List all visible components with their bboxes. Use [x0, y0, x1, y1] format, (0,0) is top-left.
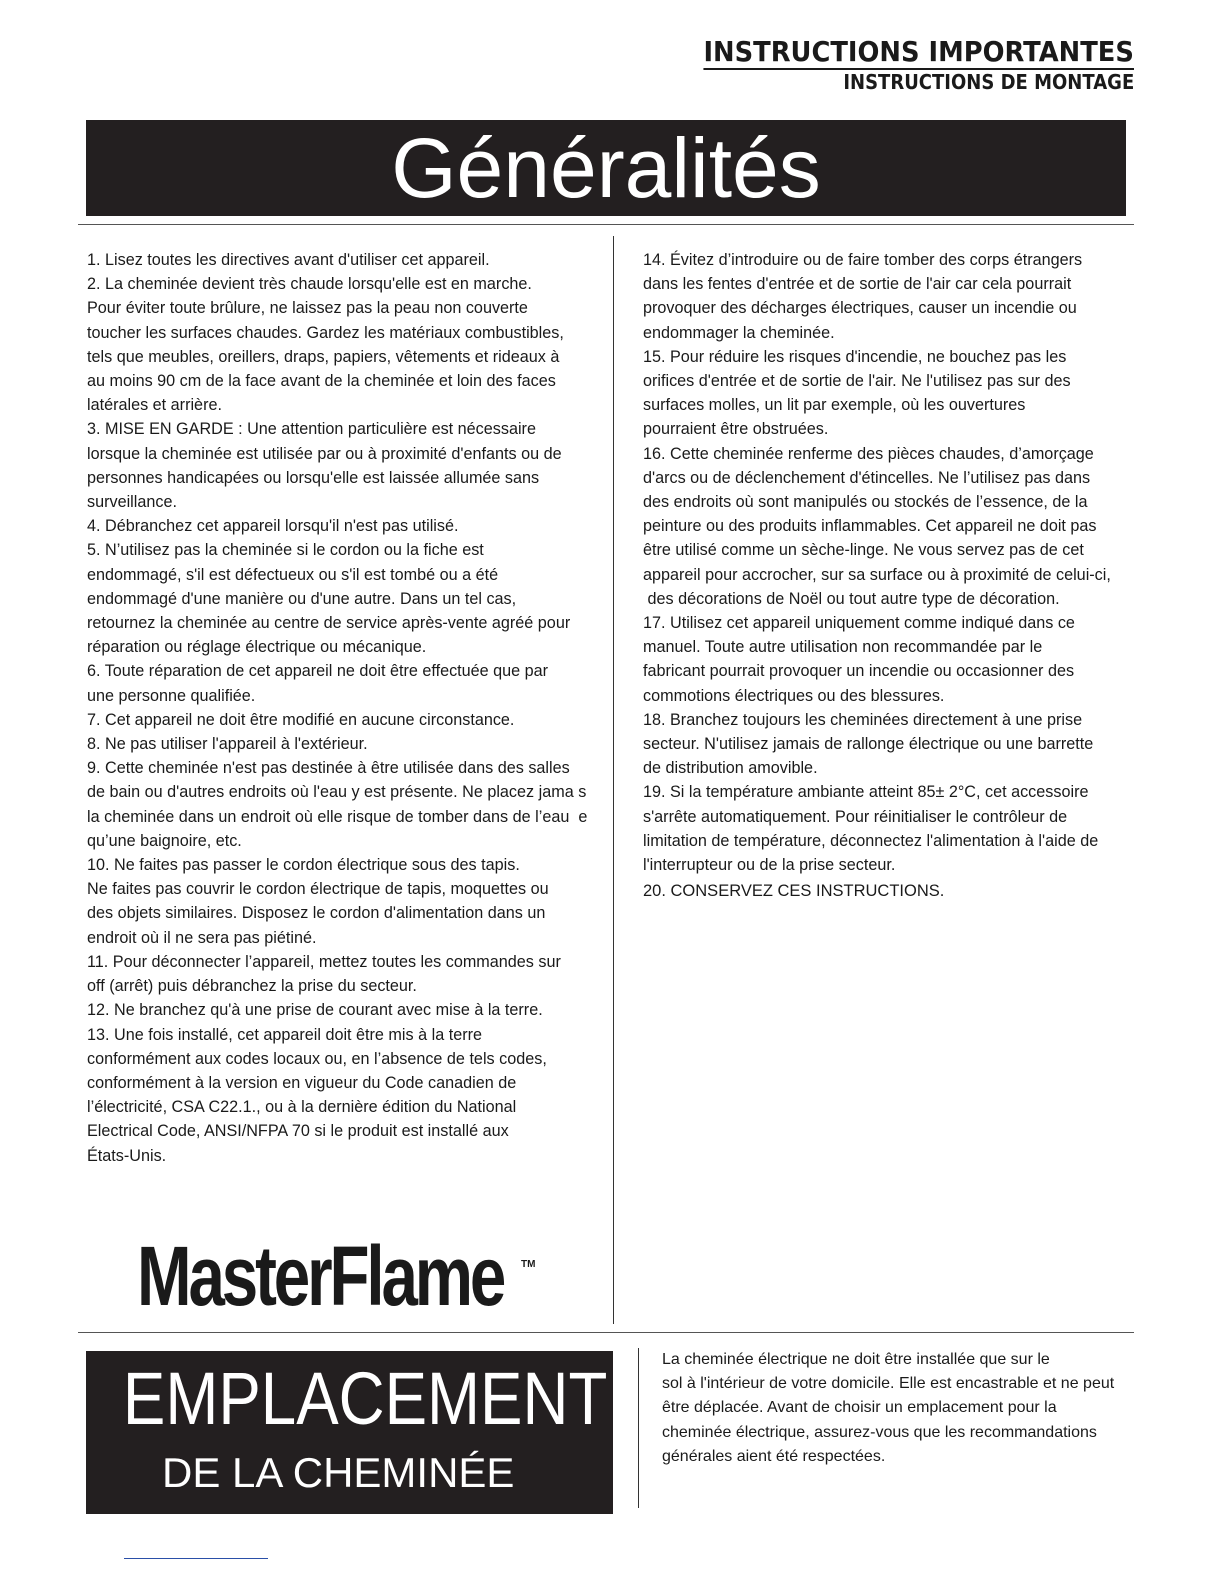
instruction-line: dans les fentes d'entrée et de sortie de l'air car cela pourrait: [643, 275, 1072, 294]
instruction-line: 7. Cet appareil ne doit être modifié en aucune circonstance.: [87, 710, 515, 729]
instruction-line: provoquer des décharges électriques, causer un incendie ou: [643, 299, 1077, 318]
instruction-line: retournez la cheminée au centre de service après-vente agréé pour: [87, 614, 571, 633]
instruction-line: latérales et arrière.: [87, 396, 222, 415]
instruction-line: l’électricité, CSA C22.1., ou à la dernière édition du National: [87, 1098, 517, 1117]
instruction-line: 13. Une fois installé, cet appareil doit être mis à la terre: [87, 1025, 482, 1044]
divider: [78, 224, 1134, 225]
instruction-line: États-Unis.: [87, 1146, 167, 1165]
instruction-line: 9. Cette cheminée n'est pas destinée à être utilisée dans des salles: [87, 759, 570, 778]
instruction-line: endommagé d'une manière ou d'une autre. Dans un tel cas,: [87, 589, 517, 608]
instructions-left-column: [87, 248, 607, 1168]
instruction-line: toucher les surfaces chaudes. Gardez les matériaux combustibles,: [87, 323, 564, 342]
instruction-line: 6. Toute réparation de cet appareil ne doit être effectuée que par: [87, 662, 549, 681]
instruction-line: personnes handicapées ou lorsqu'elle est laissée allumée sans: [87, 468, 540, 487]
instruction-line: surveillance.: [87, 493, 177, 512]
instruction-line: endommager la cheminée.: [643, 323, 835, 342]
instruction-line: tels que meubles, oreillers, draps, papiers, vêtements et rideaux à: [87, 347, 560, 366]
instruction-line: commotions électriques ou des blessures.: [643, 686, 945, 705]
instruction-line: au moins 90 cm de la face avant de la cheminée et loin des faces: [87, 372, 556, 391]
instruction-line: appareil pour accrocher, sur sa surface ou à proximité de celui-ci,: [643, 565, 1111, 584]
instructions-right-column: [643, 248, 1143, 903]
instruction-line: l'interrupteur ou de la prise secteur.: [643, 856, 896, 875]
instruction-line: manuel. Toute autre utilisation non recommandée par le: [643, 638, 1043, 657]
brand-logo: MasterFlame: [137, 1229, 504, 1323]
instruction-line: 3. MISE EN GARDE : Une attention particulière est nécessaire: [87, 420, 536, 439]
instruction-line: surfaces molles, un lit par exemple, où les ouvertures: [643, 396, 1026, 415]
section-title: Généralités: [391, 121, 821, 215]
instruction-line: orifices d'entrée et de sortie de l'air. Ne l'utilisez pas sur des: [643, 372, 1071, 391]
location-description: [662, 1348, 1162, 1469]
section-banner-generalites: [86, 120, 1126, 216]
instruction-line: 18. Branchez toujours les cheminées directement à une prise: [643, 710, 1083, 729]
instruction-line: réparation ou réglage électrique ou mécanique.: [87, 638, 427, 657]
instruction-line: 10. Ne faites pas passer le cordon électrique sous des tapis.: [87, 856, 520, 875]
instruction-line: s'arrête automatiquement. Pour réinitialiser le contrôleur de: [643, 807, 1068, 826]
instruction-line: une personne qualifiée.: [87, 686, 256, 705]
instruction-line: 8. Ne pas utiliser l'appareil à l'extérieur.: [87, 735, 368, 754]
instruction-line: qu’une baignoire, etc.: [87, 831, 242, 850]
instruction-line: 15. Pour réduire les risques d'incendie, ne bouchez pas les: [643, 347, 1067, 366]
instruction-line: Ne faites pas couvrir le cordon électrique de tapis, moquettes ou: [87, 880, 549, 899]
trademark-symbol: TM: [521, 1259, 536, 1270]
instruction-line: des décorations de Noël ou tout autre type de décoration.: [643, 589, 1060, 608]
instruction-line: lorsque la cheminée est utilisée par ou à proximité d'enfants ou de: [87, 444, 562, 463]
instruction-line: 1. Lisez toutes les directives avant d'utiliser cet appareil.: [87, 251, 490, 269]
instruction-line: 2. La cheminée devient très chaude lorsqu'elle est en marche.: [87, 275, 532, 294]
instruction-line: endommagé, s'il est défectueux ou s'il est tombé ou a été: [87, 565, 499, 584]
instruction-line: conformément à la version en vigueur du Code canadien de: [87, 1073, 517, 1092]
footer-link-underline: [124, 1558, 268, 1559]
section-title-line1: EMPLACEMENT: [122, 1357, 608, 1440]
instruction-line: Electrical Code, ANSI/NFPA 70 si le produit est installé aux: [87, 1122, 509, 1141]
location-text-line: La cheminée électrique ne doit être installée que sur le: [662, 1351, 1050, 1368]
instruction-line: fabricant pourrait provoquer un incendie ou occasionner des: [643, 662, 1075, 681]
instruction-line: 16. Cette cheminée renferme des pièces chaudes, d’amorçage: [643, 444, 1094, 463]
instruction-line: peinture ou des produits inflammables. Cet appareil ne doit pas: [643, 517, 1097, 536]
location-text-line: générales aient été respectées.: [662, 1447, 886, 1465]
instruction-line: 19. Si la température ambiante atteint 85± 2°C, cet accessoire: [643, 783, 1089, 802]
instruction-line: de distribution amovible.: [643, 759, 818, 778]
instruction-line: 4. Débranchez cet appareil lorsqu'il n'est pas utilisé.: [87, 517, 459, 536]
section-banner-emplacement: [86, 1351, 613, 1514]
instruction-line: off (arrêt) puis débranchez la prise du secteur.: [87, 977, 417, 996]
instruction-line: endroit où il ne sera pas piétiné.: [87, 928, 317, 947]
location-text-line: cheminée électrique, assurez-vous que les recommandations: [662, 1423, 1097, 1441]
instruction-line: 17. Utilisez cet appareil uniquement comme indiqué dans ce: [643, 614, 1075, 633]
instruction-line: pourraient être obstruées.: [643, 420, 829, 439]
divider: [78, 1332, 1134, 1333]
instruction-line: des objets similaires. Disposez le cordon d'alimentation dans un: [87, 904, 546, 923]
final-instruction: 20. CONSERVEZ CES INSTRUCTIONS.: [643, 882, 945, 901]
instruction-line: 11. Pour déconnecter l’appareil, mettez toutes les commandes sur: [87, 952, 561, 971]
location-text-line: sol à l'intérieur de votre domicile. Elle est encastrable et ne peut: [662, 1375, 1115, 1393]
header-title: INSTRUCTIONS IMPORTANTES: [703, 35, 1134, 68]
section-title-line2: DE LA CHEMINÉE: [162, 1449, 515, 1496]
location-text-line: être déplacée. Avant de choisir un emplacement pour la: [662, 1399, 1057, 1417]
column-divider: [613, 236, 614, 1324]
column-divider: [638, 1348, 639, 1508]
instruction-line: 14. Évitez d’introduire ou de faire tomber des corps étrangers: [643, 251, 1083, 269]
instruction-line: 5. N’utilisez pas la cheminée si le cordon ou la fiche est: [87, 541, 484, 560]
instruction-line: 12. Ne branchez qu'à une prise de courant avec mise à la terre.: [87, 1001, 543, 1020]
instruction-line: être utilisé comme un sèche-linge. Ne vous servez pas de cet: [643, 541, 1084, 560]
instruction-line: Pour éviter toute brûlure, ne laissez pas la peau non couverte: [87, 299, 528, 318]
instruction-line: d'arcs ou de déclenchement d'étincelles. Ne l’utilisez pas dans: [643, 468, 1091, 487]
instruction-line: conformément aux codes locaux ou, en l’absence de tels codes,: [87, 1049, 547, 1068]
instruction-line: des endroits où sont manipulés ou stockés de l’essence, de la: [643, 493, 1088, 512]
instruction-line: la cheminée dans un endroit où elle risque de tomber dans de l’eau e: [87, 807, 588, 826]
instruction-line: secteur. N'utilisez jamais de rallonge électrique ou une barrette: [643, 735, 1094, 754]
instruction-line: de bain ou d'autres endroits où l'eau y est présente. Ne placez jama s: [87, 783, 587, 802]
header-subtitle: INSTRUCTIONS DE MONTAGE: [843, 70, 1134, 94]
instruction-line: limitation de température, déconnectez l'alimentation à l'aide de: [643, 831, 1099, 850]
